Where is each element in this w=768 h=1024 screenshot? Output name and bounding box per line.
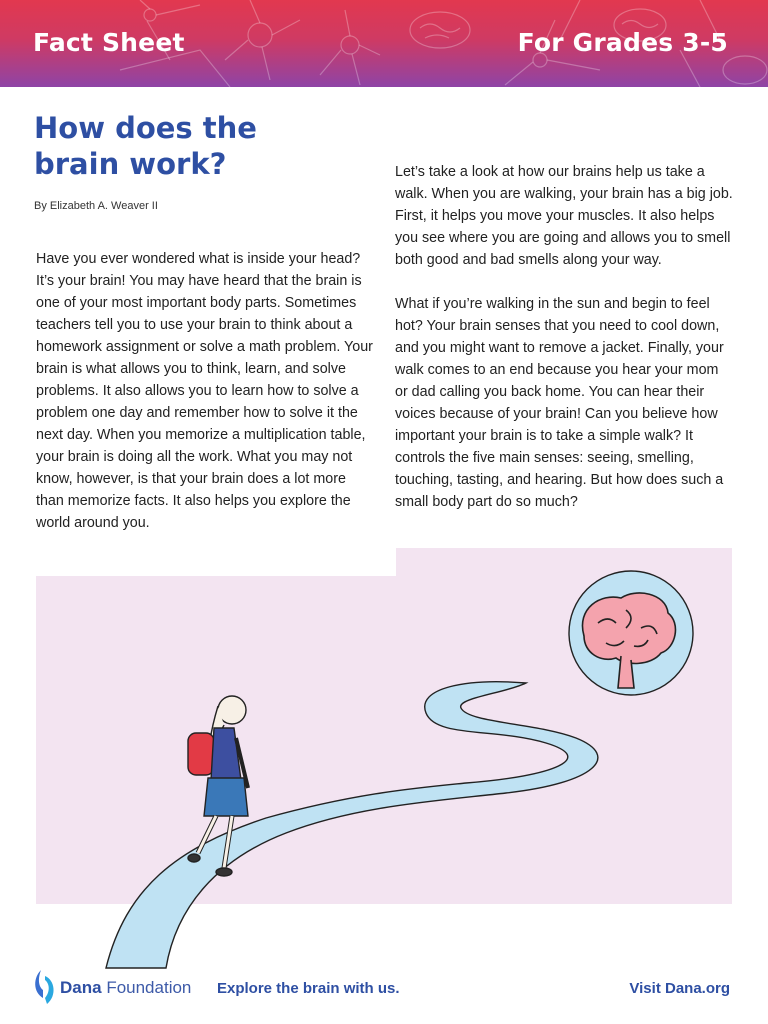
right-column [395, 161, 735, 513]
left-column [36, 248, 376, 534]
paragraph-intro: Have you ever wondered what is inside your head? It’s your brain! You may have heard that the brain is one of your most important body parts. Sometimes teachers tell you to use your brain to think about a homework assignment or solve a math problem. Your brain is what allows you to think, learn, and solve problems. It also allows you to learn how to solve a problem one day and remember how to solve it the next day. When you memorize a multiplication table, your brain is doing all the work. What you may not know, however, is that your brain does a lot more than memorize facts. It also helps you explore the world around you. [36, 251, 373, 531]
title-line-1: How does the [34, 111, 257, 145]
footer-tagline: Explore the brain with us. [217, 980, 400, 997]
dana-logo-icon [33, 968, 57, 1006]
paragraph-walk: Let’s take a look at how our brains help us take a walk. When you are walking, your brain has a big job. First, it helps you move your muscles. It also helps you see where you are going and allows you to smell both good and bad smells along your way. [395, 164, 733, 268]
walking-illustration [36, 548, 732, 904]
skirt [204, 778, 248, 816]
title-line-2: brain work? [34, 147, 227, 181]
header-banner [0, 0, 768, 87]
backpack [188, 733, 214, 775]
illustration-background-top [396, 548, 732, 578]
paragraph-senses: What if you’re walking in the sun and begin to feel hot? Your brain senses that you need to cool down, and you might want to remove a jacket. Finally, your walk comes to an end because you hear your mom or dad calling you back home. You can hear their voices because of your brain! Can you believe how important your brain is to take a simple walk? It controls the five main senses: seeing, smelling, touching, tasting, and hearing. But how does such a small body part do so much? [395, 296, 724, 510]
fact-sheet-label: Fact Sheet [33, 28, 185, 57]
grade-level-label: For Grades 3-5 [517, 28, 728, 57]
brand-name-light: Foundation [106, 978, 192, 997]
byline: By Elizabeth A. Weaver II [34, 200, 158, 212]
dana-foundation-brand [60, 978, 191, 998]
visit-dana-link[interactable]: Visit Dana.org [629, 980, 730, 997]
page-title [34, 110, 354, 182]
brand-name-bold: Dana [60, 978, 102, 997]
illustration-svg [36, 548, 732, 988]
